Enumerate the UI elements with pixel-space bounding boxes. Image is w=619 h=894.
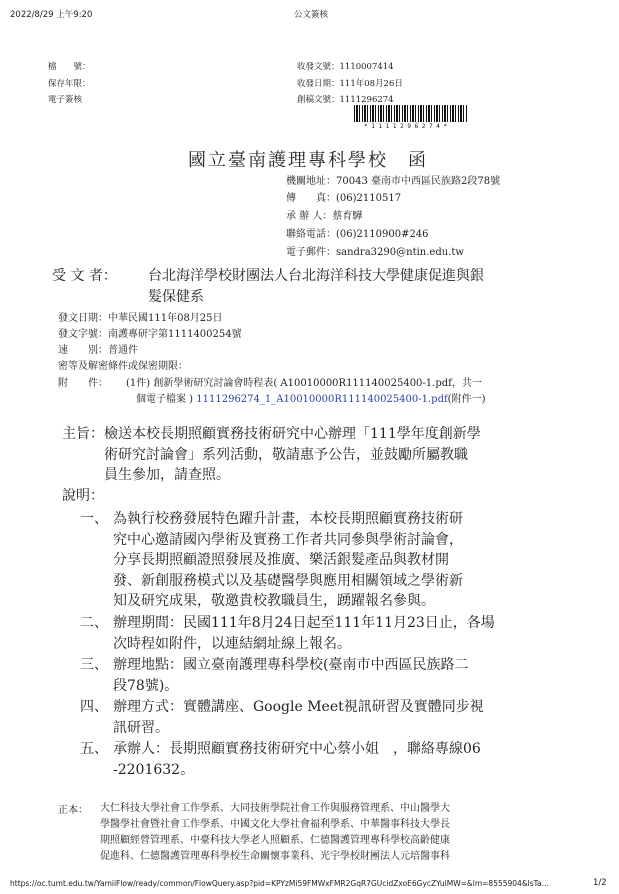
item-line: -2201632。 — [113, 761, 195, 778]
item-line: 辦理地點：國立臺南護理專科學校(臺南市中西區民族路二 — [113, 657, 469, 673]
meta-draft-no: 創稿文號：1111296274 — [297, 95, 394, 105]
item-line: 為執行校務發展特色躍升計畫，本校長期照顧實務技術研 — [113, 511, 463, 527]
contact-email: 電子郵件：sandra3290@ntin.edu.tw — [286, 247, 464, 258]
meta-retention: 保存年限： — [48, 79, 91, 89]
item-number: 五、 — [80, 741, 108, 757]
contact-fax: 傳 真：(06)2110517 — [286, 193, 402, 204]
item-line: 訊研習。 — [113, 719, 169, 736]
item-body — [113, 509, 463, 612]
attachment-line-2 — [136, 390, 485, 405]
doc-priority: 速 別：普通件 — [58, 345, 138, 356]
attachment-prefix: 個電子檔案 ) — [136, 394, 197, 405]
copies-line: 促進科、仁德醫護管理專科學校生命關懷事業科、光宇學校財團法人元培醫事科 — [100, 851, 450, 862]
subject-line: 檢送本校長期照顧實務技術研究中心辦理「111學年度創新學 — [104, 426, 481, 442]
attachment-link[interactable]: 1111296274_1_A10010000R111140025400-1.pdf — [196, 394, 448, 405]
doc-number: 發文字號：南護專研字第1111400254號 — [58, 329, 242, 340]
attachment-label: 附 件： — [58, 378, 108, 389]
print-datetime: 2022/8/29 上午9:20 — [10, 10, 93, 20]
copies-line: 學醫學社會暨社會工作學系、中國文化大學社會福利學系、中華醫事科技大學長 — [100, 819, 450, 830]
item-line: 知及研究成果，敬邀貴校教職員生，踴躍報名參與。 — [113, 593, 435, 609]
contact-phone: 聯絡電話：(06)2110900#246 — [286, 229, 429, 240]
subject-line: 員生參加，請查照。 — [104, 467, 230, 483]
item-line: 次時程如附件，以連結網址線上報名。 — [113, 635, 351, 652]
item-line: 分享長期照顧證照發展及推廣、樂活銀髮產品與教材開 — [113, 552, 449, 568]
item-line: 究中心邀請國內學術及實務工作者共同參與學術討論會， — [113, 531, 463, 548]
item-number: 三、 — [80, 657, 108, 673]
item-line: 辦理期間：民國111年8月24日起至111年11月23日止，各場 — [113, 615, 495, 631]
explanation-label: 說明： — [62, 488, 104, 504]
print-url: https://oc.tumt.edu.tw/YamiiFlow/ready/common/FlowQuery.asp?pid=KPYzMi59FMWxFMR2GqR7GUcidZxoE6GycZYulMW=&lm=8555904&lsTa… — [10, 879, 550, 888]
copies-body — [100, 801, 450, 865]
item-line: 段78號)。 — [113, 677, 179, 694]
copies-line: 大仁科技大學社會工作學系、大同技術學院社會工作與服務管理系、中山醫學大 — [100, 803, 450, 814]
item-body — [113, 697, 484, 738]
contact-address: 機關地址：70043 臺南市中西區民族路2段78號 — [286, 176, 501, 187]
item-line: 辦理方式：實體講座、Google Meet視訊研習及實體同步視 — [113, 699, 484, 715]
item-body — [113, 655, 468, 696]
document-title: 國立臺南護理專科學校 函 — [188, 150, 428, 171]
barcode — [354, 105, 467, 122]
attachment-suffix: (附件一) — [447, 394, 486, 405]
item-number: 一、 — [80, 511, 108, 527]
contact-handler: 承 辦 人：蔡育驊 — [286, 211, 363, 222]
barcode-text: * 1 1 1 1 2 9 6 2 7 4 * — [364, 123, 448, 130]
meta-esign: 電子簽核 — [48, 95, 83, 105]
copies-line: 期照顧經營管理系、中臺科技大學老人照顧系、仁德醫護管理專科學校高齡健康 — [100, 835, 450, 846]
recipient-label: 受 文 者： — [52, 268, 117, 284]
doc-confidentiality: 密等及解密條件或保密期限： — [58, 361, 188, 372]
doc-date: 發文日期：中華民國111年08月25日 — [58, 313, 223, 324]
item-body — [113, 739, 481, 780]
recipient-line-1: 台北海洋學校財團法人台北海洋科技大學健康促進與銀 — [148, 268, 484, 284]
item-body — [113, 613, 495, 654]
item-line: 發、新創服務模式以及基礎醫學與應用相關領域之學術新 — [113, 572, 463, 589]
subject-line: 術研究討論會」系列活動，敬請惠予公告，並鼓勵所屬教職 — [104, 446, 468, 463]
item-number: 二、 — [80, 615, 108, 631]
meta-receive-date: 收發日期：111年08月26日 — [297, 79, 403, 89]
item-line: 承辦人：長期照顧實務技術研究中心蔡小姐 ，聯絡專線06 — [113, 741, 481, 757]
meta-archive-no: 檔 號： — [48, 62, 91, 72]
recipient-line-2: 髮保健系 — [148, 289, 204, 305]
attachment-line-1: (1件) 創新學術研究討論會時程表( A10010000R111140025400-1.pdf，共一 — [126, 378, 482, 389]
subject-body — [104, 424, 481, 486]
copies-label: 正本： — [58, 805, 88, 816]
print-page-number: 1/2 — [593, 878, 607, 888]
meta-receive-no: 收發文號：1110007414 — [297, 62, 394, 72]
item-number: 四、 — [80, 699, 108, 715]
print-page-title: 公文簽核 — [294, 10, 329, 20]
subject-label: 主旨： — [62, 426, 104, 442]
